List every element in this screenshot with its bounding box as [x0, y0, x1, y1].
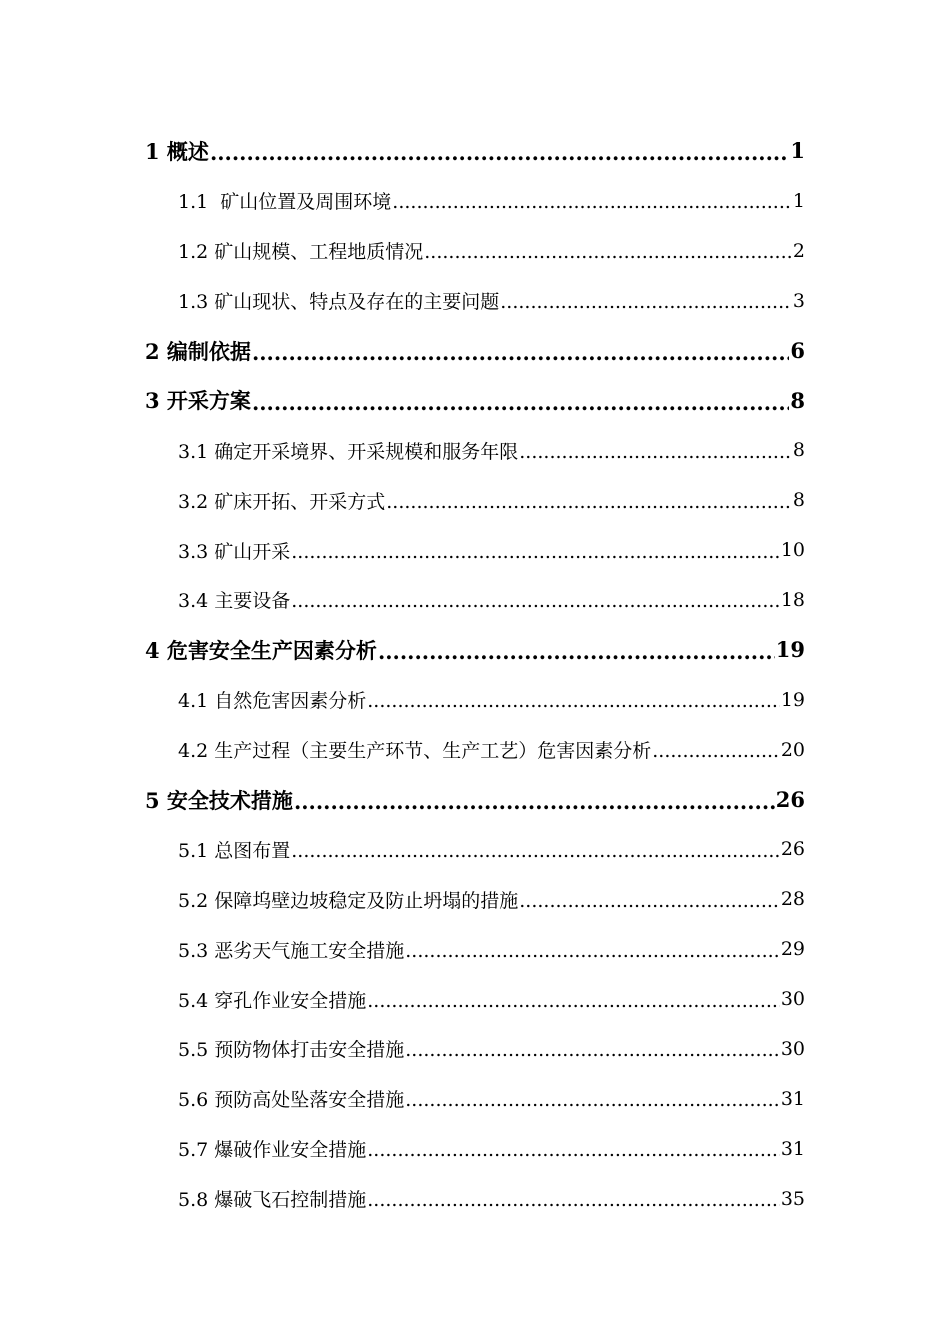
toc-title: 3.1 确定开采境界、开采规模和服务年限	[178, 440, 519, 463]
toc-page-number: 30	[780, 988, 805, 1011]
toc-title: 5.6 预防高处坠落安全措施	[178, 1089, 405, 1112]
toc-title: 1.1 矿山位置及周围环境	[178, 191, 392, 214]
toc-entry-5-6[interactable]	[0, 1074, 805, 1124]
dot-leader	[294, 791, 775, 812]
dot-leader	[291, 842, 780, 861]
dot-leader	[405, 1091, 780, 1110]
toc-page-number: 31	[780, 1087, 805, 1110]
toc-page-number: 31	[780, 1137, 805, 1160]
toc-entry-3[interactable]	[0, 375, 805, 425]
toc-page-number: 8	[792, 439, 805, 462]
toc-title: 5.5 预防物体打击安全措施	[178, 1039, 405, 1062]
toc-page-number: 18	[780, 588, 805, 611]
dot-leader	[519, 443, 792, 462]
toc-entry-5-2[interactable]	[0, 874, 805, 924]
toc-page-number: 1	[790, 138, 805, 164]
toc-entry-3-1[interactable]	[0, 425, 805, 475]
toc-entry-4-1[interactable]	[0, 675, 805, 725]
toc-page-number: 3	[792, 289, 805, 312]
dot-leader	[405, 942, 780, 961]
toc-page-number: 35	[780, 1187, 805, 1210]
toc-title: 1.2 矿山规模、工程地质情况	[178, 241, 424, 264]
toc-entry-3-3[interactable]	[0, 525, 805, 575]
toc-title: 5.8 爆破飞石控制措施	[178, 1189, 367, 1212]
toc-entry-2[interactable]	[0, 326, 805, 376]
toc-title: 5 安全技术措施	[145, 787, 293, 813]
toc-page-number: 1	[792, 189, 805, 212]
toc-title: 4 危害安全生产因素分析	[145, 637, 377, 663]
dot-leader	[291, 592, 780, 611]
toc-title: 3 开采方案	[145, 388, 251, 414]
toc-entry-3-2[interactable]	[0, 475, 805, 525]
toc-title: 5.3 恶劣天气施工安全措施	[178, 939, 405, 962]
table-of-contents	[0, 126, 950, 1224]
dot-leader	[392, 193, 792, 212]
toc-page-number: 8	[792, 489, 805, 512]
toc-entry-5[interactable]	[0, 775, 805, 825]
toc-entry-5-1[interactable]	[0, 824, 805, 874]
toc-entry-5-3[interactable]	[0, 924, 805, 974]
toc-entry-4-2[interactable]	[0, 725, 805, 775]
dot-leader	[252, 392, 789, 413]
toc-title: 4.2 生产过程（主要生产环节、生产工艺）危害因素分析	[178, 740, 652, 763]
dot-leader	[378, 641, 775, 662]
toc-title: 5.1 总图布置	[178, 839, 291, 862]
toc-entry-5-4[interactable]	[0, 974, 805, 1024]
toc-page-number: 26	[775, 787, 805, 813]
toc-entry-1-1[interactable]	[0, 176, 805, 226]
toc-entry-3-4[interactable]	[0, 575, 805, 625]
toc-title: 2 编制依据	[145, 338, 251, 364]
toc-entry-1[interactable]	[0, 126, 805, 176]
toc-page-number: 2	[792, 239, 805, 262]
toc-page-number: 20	[780, 738, 805, 761]
toc-title: 3.4 主要设备	[178, 590, 291, 613]
toc-title: 5.7 爆破作业安全措施	[178, 1139, 367, 1162]
toc-entry-5-7[interactable]	[0, 1124, 805, 1174]
dot-leader	[500, 293, 792, 312]
toc-entry-1-2[interactable]	[0, 226, 805, 276]
dot-leader	[367, 692, 780, 711]
dot-leader	[252, 342, 789, 363]
toc-entry-1-3[interactable]	[0, 276, 805, 326]
dot-leader	[210, 142, 789, 163]
toc-title: 4.1 自然危害因素分析	[178, 690, 367, 713]
dot-leader	[367, 1141, 780, 1160]
toc-page-number: 28	[780, 888, 805, 911]
dot-leader	[424, 243, 792, 262]
dot-leader	[367, 992, 780, 1011]
dot-leader	[405, 1041, 780, 1060]
toc-entry-5-8[interactable]	[0, 1174, 805, 1224]
toc-page-number: 29	[780, 938, 805, 961]
toc-title: 3.2 矿床开拓、开采方式	[178, 490, 386, 513]
toc-page-number: 6	[790, 338, 805, 363]
toc-title: 5.4 穿孔作业安全措施	[178, 989, 367, 1012]
dot-leader	[367, 1191, 780, 1210]
toc-title: 1 概述	[145, 138, 209, 164]
toc-entry-4[interactable]	[0, 625, 805, 675]
toc-page-number: 8	[790, 387, 805, 413]
toc-page-number: 19	[775, 637, 805, 663]
toc-page-number: 10	[780, 539, 805, 562]
toc-page-number: 26	[780, 838, 805, 861]
dot-leader	[291, 543, 780, 562]
toc-page-number: 30	[780, 1037, 805, 1060]
toc-page-number: 19	[780, 688, 805, 711]
dot-leader	[386, 493, 792, 512]
toc-title: 5.2 保障坞壁边坡稳定及防止坍塌的措施	[178, 889, 519, 912]
toc-entry-5-5[interactable]	[0, 1024, 805, 1074]
dot-leader	[652, 742, 780, 761]
toc-title: 1.3 矿山现状、特点及存在的主要问题	[178, 291, 500, 314]
dot-leader	[519, 892, 780, 911]
toc-title: 3.3 矿山开采	[178, 540, 291, 563]
